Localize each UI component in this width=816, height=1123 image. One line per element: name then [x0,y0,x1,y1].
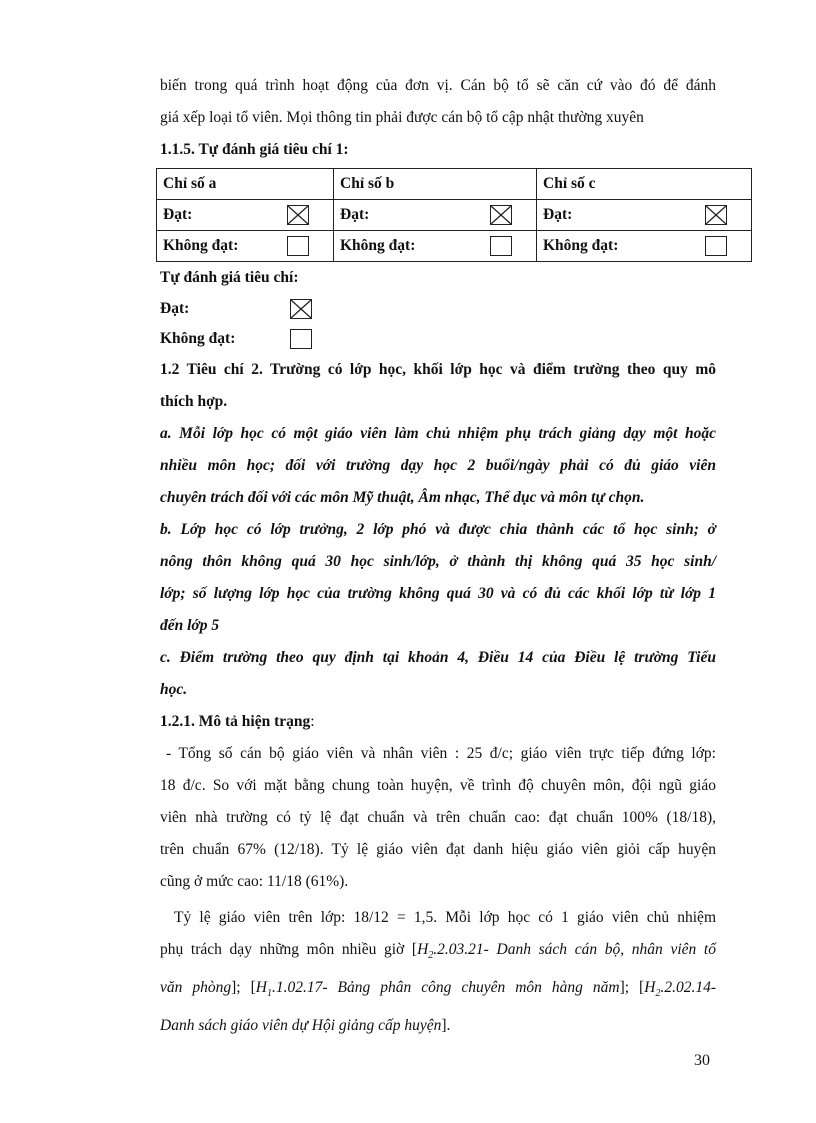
citation-close: ]. [441,1017,451,1035]
evidence-citation-3: $H_2.2.02.14-$ [644,979,716,1000]
status-p1-line-2: 18 đ/c. So với mặt bằng chung toàn huyện, về trình độ chuyên môn, đội ngũ giáo [160,777,716,794]
pass-checkbox-c[interactable] [705,205,727,225]
p2-text: phụ trách dạy những môn nhiều giờ [ [160,941,418,958]
header-chi-so-a: Chỉ số a [157,169,334,200]
status-p1-line-4: trên chuẩn 67% (12/18). Tỷ lệ giáo viên đạt danh hiệu giáo viên giỏi cấp huyện [160,841,716,858]
header-chi-so-c: Chỉ số c [537,169,752,200]
criterion-2-a-line-2: nhiều môn học; đối với trường dạy học 2 buổi/ngày phải có đủ giáo viên [160,457,716,474]
criterion-2-heading-line-1: 1.2 Tiêu chí 2. Trường có lớp học, khối lớp học và điểm trường theo quy mô [160,361,716,378]
fail-label-c: Không đạt: [543,237,619,254]
header-chi-so-b: Chỉ số b [334,169,537,200]
criterion-2-b-line-2: nông thôn không quá 30 học sinh/lớp, ở thành thị không quá 35 học sinh/ [160,553,716,570]
criterion-2-a-line-3: chuyên trách đối với các môn Mỹ thuật, Âm nhạc, Thể dục và môn tự chọn. [160,489,645,506]
page-number: 30 [694,1052,710,1069]
evidence-citation-1: $H_2.2.03.21-$ Danh sách cán bộ, nhân viên tổ [417,941,716,962]
table-row-pass [157,200,752,231]
section-1-2-1-heading-line [160,706,716,738]
fail-label-b: Không đạt: [340,237,416,254]
status-p2-line-2 [160,934,716,972]
check-cross-icon [288,206,308,224]
section-1-2-1-heading: 1.2.1. Mô tả hiện trạng [160,713,311,730]
document-page [160,70,716,1042]
status-p2-line-4 [160,1010,716,1042]
table-header-row [157,169,752,200]
evidence-citation-3-end: Danh sách giáo viên dự Hội giảng cấp huyện [160,1017,442,1035]
intro-line-1: biến trong quá trình hoạt động của đơn vị. Cán bộ tổ sẽ căn cứ vào đó để đánh [160,77,716,94]
evidence-citation-2: $H_1.1.02.17-$ Bảng phân công chuyên môn hàng năm [255,979,620,1000]
criterion-2-b-line-4: đến lớp 5 [160,617,220,634]
criterion-2-c-line-1: c. Điểm trường theo quy định tại khoản 4, Điều 14 của Điều lệ trường Tiểu [160,649,716,666]
criterion-2-b-line-3: lớp; số lượng lớp học của trường không quá 30 và có đủ các khối lớp từ lớp 1 [160,585,716,602]
evidence-citation-1-end: văn phòng [160,979,232,997]
self-fail-label: Không đạt: [160,330,236,347]
section-1-1-5-heading: 1.1.5. Tự đánh giá tiêu chí 1: [160,141,349,158]
citation-separator: ]; [ [619,979,645,997]
self-eval-pass-row [160,294,716,324]
pass-checkbox-a[interactable] [287,205,309,225]
self-pass-checkbox[interactable] [290,299,312,319]
criterion-2-b-line-1: b. Lớp học có lớp trưởng, 2 lớp phó và được chia thành các tổ học sinh; ở [160,521,716,538]
fail-checkbox-c[interactable] [705,236,727,256]
criterion-2-c-line-2: học. [160,681,188,698]
status-p2-line-3 [160,972,716,1010]
check-cross-icon [491,206,511,224]
self-eval-fail-row [160,324,716,354]
criterion-2-a-line-1: a. Mỗi lớp học có một giáo viên làm chủ nhiệm phụ trách giảng dạy một hoặc [160,425,716,442]
fail-label-a: Không đạt: [163,237,239,254]
self-eval-heading: Tự đánh giá tiêu chí: [160,269,299,286]
criterion-1-evaluation-table [156,168,752,262]
pass-label-a: Đạt: [163,206,193,223]
check-cross-icon [291,300,311,318]
status-p1-line-5: cũng ở mức cao: 11/18 (61%). [160,873,349,890]
pass-label-c: Đạt: [543,206,573,223]
pass-label-b: Đạt: [340,206,370,223]
table-row-fail [157,231,752,262]
fail-checkbox-b[interactable] [490,236,512,256]
self-fail-checkbox[interactable] [290,329,312,349]
check-cross-icon [706,206,726,224]
section-1-2-1-colon: : [310,713,315,730]
criterion-2-heading-line-2: thích hợp. [160,393,228,410]
status-p2-line-1: Tỷ lệ giáo viên trên lớp: 18/12 = 1,5. Mỗi lớp học có 1 giáo viên chủ nhiệm [174,909,716,926]
self-pass-label: Đạt: [160,300,190,317]
citation-separator: ]; [ [231,979,256,997]
status-p1-line-1: - Tổng số cán bộ giáo viên và nhân viên : 25 đ/c; giáo viên trực tiếp đứng lớp: [166,745,716,762]
pass-checkbox-b[interactable] [490,205,512,225]
fail-checkbox-a[interactable] [287,236,309,256]
intro-line-2: giá xếp loại tổ viên. Mọi thông tin phải được cán bộ tổ cập nhật thường xuyên [160,109,644,126]
status-p1-line-3: viên nhà trường có tỷ lệ đạt chuẩn và trên chuẩn cao: đạt chuẩn 100% (18/18), [160,809,716,826]
